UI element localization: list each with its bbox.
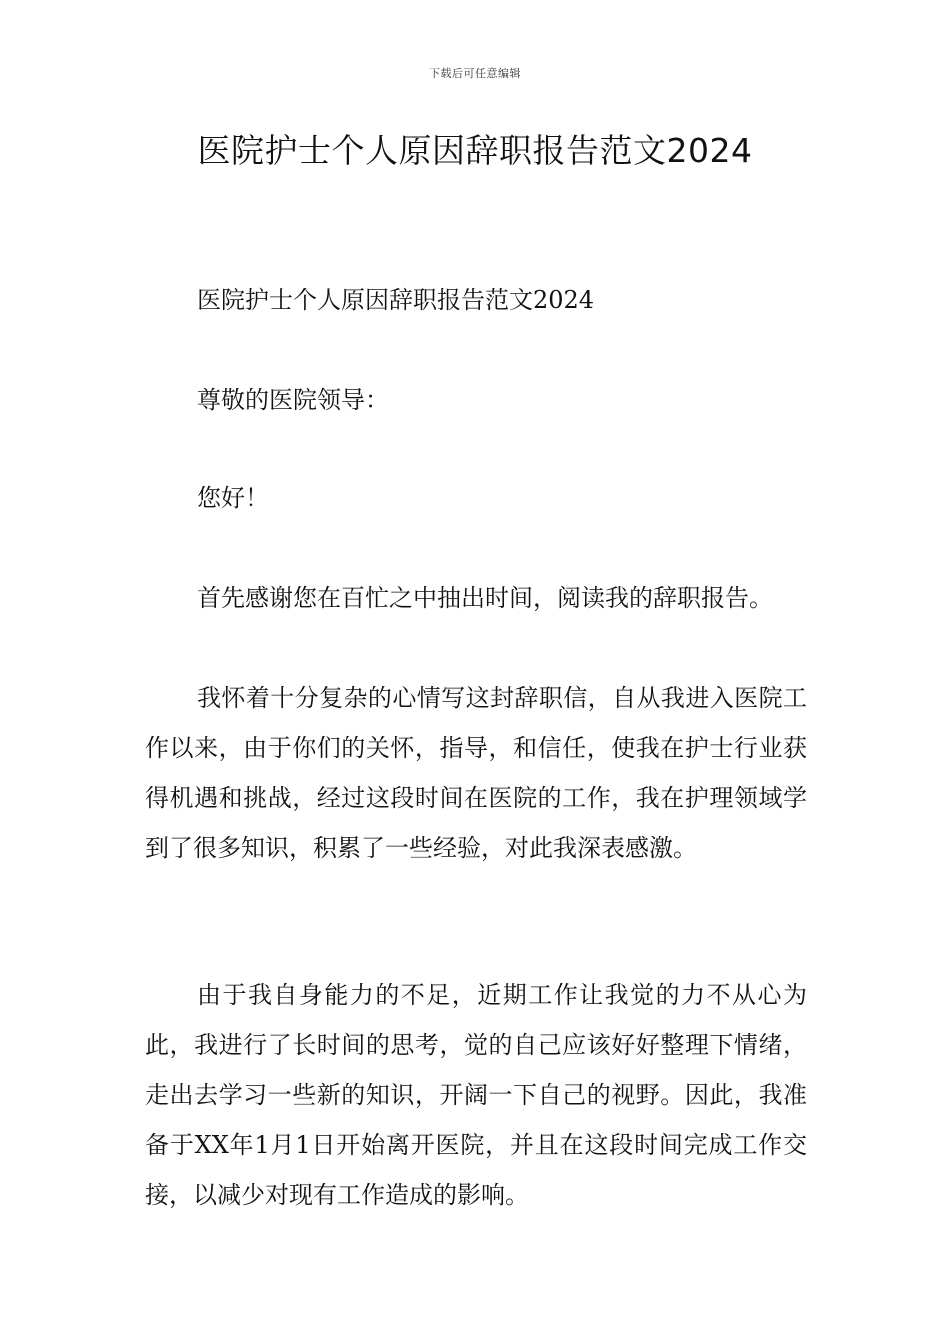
paragraph-greeting: 您好！ — [197, 484, 269, 512]
paragraph-subtitle: 医院护士个人原因辞职报告范文2024 — [197, 286, 595, 314]
paragraph-thanks: 首先感谢您在百忙之中抽出时间，阅读我的辞职报告。 — [197, 584, 773, 612]
paragraph-body-2: 由于我自身能力的不足，近期工作让我觉的力不从心为此，我进行了长时间的思考，觉的自己应该好好整理下情绪，走出去学习一些新的知识，开阔一下自己的视野。因此，我准备于XX年1月1日开始离开医院，并且在这段时间完成工作交接，以减少对现有工作造成的影响。 — [145, 981, 807, 1209]
document-title: 医院护士个人原因辞职报告范文2024 — [197, 131, 753, 170]
header-note: 下载后可任意编辑 — [429, 67, 521, 80]
paragraph-body-1: 我怀着十分复杂的心情写这封辞职信，自从我进入医院工作以来，由于你们的关怀，指导，和信任，使我在护士行业获得机遇和挑战，经过这段时间在医院的工作，我在护理领域学到了很多知识，积累了一些经验，对此我深表感激。 — [145, 684, 807, 862]
paragraph-salutation: 尊敬的医院领导： — [197, 386, 389, 414]
